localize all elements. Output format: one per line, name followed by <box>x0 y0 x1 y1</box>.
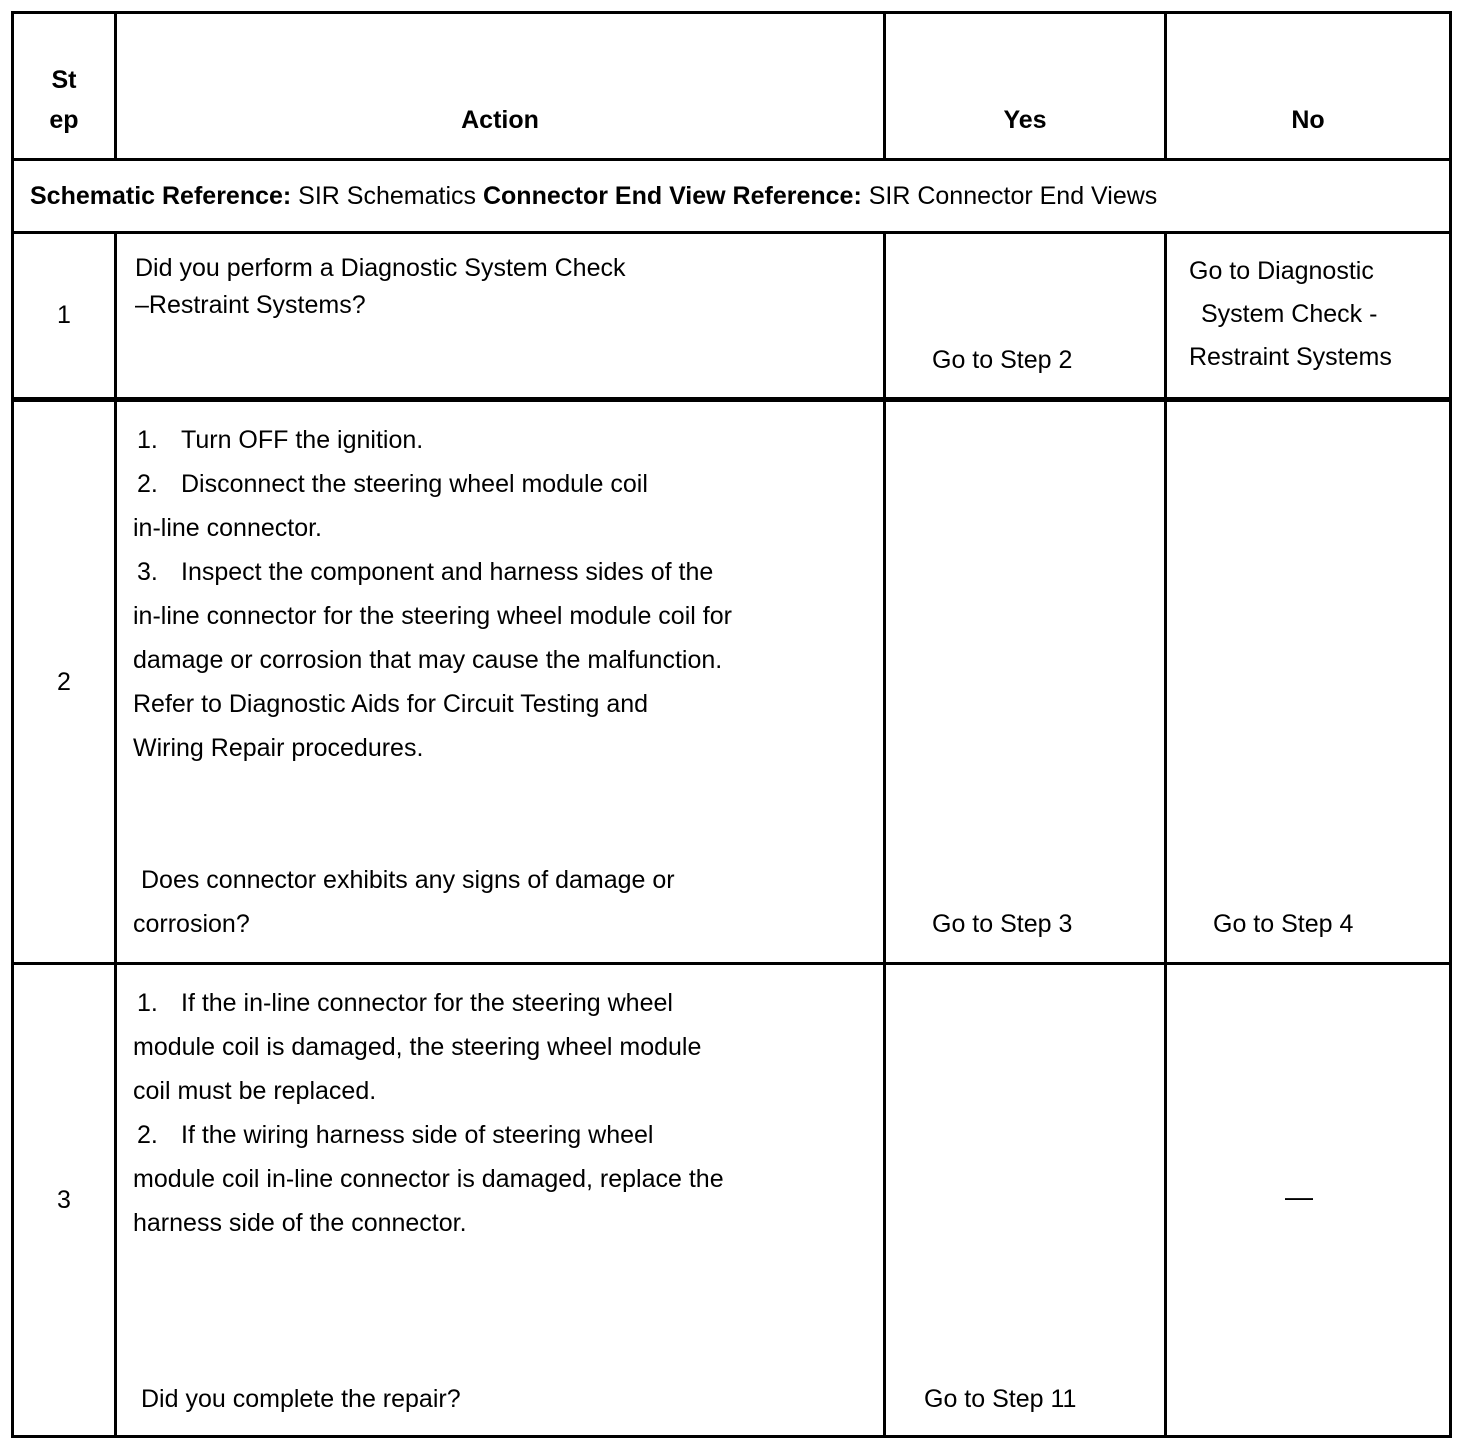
step-number: 2 <box>13 400 116 964</box>
step-number: 1 <box>13 233 116 400</box>
list-item: 1. Turn OFF the ignition. <box>137 426 424 454</box>
table-header-row <box>13 13 1451 160</box>
action-text: Wiring Repair procedures. <box>133 734 424 762</box>
action-cell <box>116 233 885 400</box>
action-text: Did you perform a Diagnostic System Check <box>135 254 626 282</box>
no-text: System Check - <box>1201 300 1378 328</box>
action-text: module coil in-line connector is damaged, replace the <box>133 1165 724 1193</box>
reference-row <box>13 160 1451 233</box>
connector-reference-value: SIR Connector End Views <box>861 181 1158 210</box>
no-value-dash: — <box>1285 1181 1313 1212</box>
list-item: 2. Disconnect the steering wheel module coil <box>137 470 648 498</box>
no-cell <box>1166 233 1451 400</box>
question-text: Did you complete the repair? <box>141 1385 461 1413</box>
connector-reference-label: Connector End View Reference: <box>482 181 862 210</box>
no-text: Go to Diagnostic <box>1189 257 1374 285</box>
no-text: Restraint Systems <box>1189 343 1392 371</box>
question-text: corrosion? <box>133 910 250 938</box>
table-row <box>13 400 1451 964</box>
header-yes: Yes <box>885 13 1166 160</box>
action-text: damage or corrosion that may cause the malfunction. <box>133 646 723 674</box>
yes-cell <box>885 400 1166 964</box>
header-action: Action <box>116 13 885 160</box>
step-number: 3 <box>13 964 116 1437</box>
action-text: harness side of the connector. <box>133 1209 467 1237</box>
action-text: coil must be replaced. <box>133 1077 377 1105</box>
schematic-reference-label: Schematic Reference: <box>30 181 292 210</box>
list-item: 2. If the wiring harness side of steering wheel <box>137 1121 654 1149</box>
list-item: 3. Inspect the component and harness sides of the <box>137 558 714 586</box>
header-step: St ep <box>13 13 116 160</box>
yes-cell <box>885 233 1166 400</box>
no-cell <box>1166 400 1451 964</box>
yes-cell <box>885 964 1166 1437</box>
action-cell <box>116 964 885 1437</box>
yes-link: Go to Step 2 <box>932 346 1073 374</box>
table-row <box>13 964 1451 1437</box>
action-text: –Restraint Systems? <box>135 291 366 319</box>
reference-cell <box>13 160 1451 233</box>
action-text: Refer to Diagnostic Aids for Circuit Testing and <box>133 690 649 718</box>
no-link: Go to Step 4 <box>1213 910 1354 938</box>
action-text: module coil is damaged, the steering wheel module <box>133 1033 702 1061</box>
list-item: 1. If the in-line connector for the steering wheel <box>137 989 673 1017</box>
action-cell <box>116 400 885 964</box>
question-text: Does connector exhibits any signs of damage or <box>141 866 675 894</box>
header-no: No <box>1166 13 1451 160</box>
table-row <box>13 233 1451 400</box>
no-cell <box>1166 964 1451 1437</box>
yes-link: Go to Step 3 <box>932 910 1073 938</box>
action-text: in-line connector. <box>133 514 323 542</box>
yes-link: Go to Step 11 <box>924 1385 1077 1413</box>
diagnostic-table <box>11 11 1452 1438</box>
schematic-reference-value: SIR Schematics <box>291 181 483 210</box>
action-text: in-line connector for the steering wheel module coil for <box>133 602 732 630</box>
